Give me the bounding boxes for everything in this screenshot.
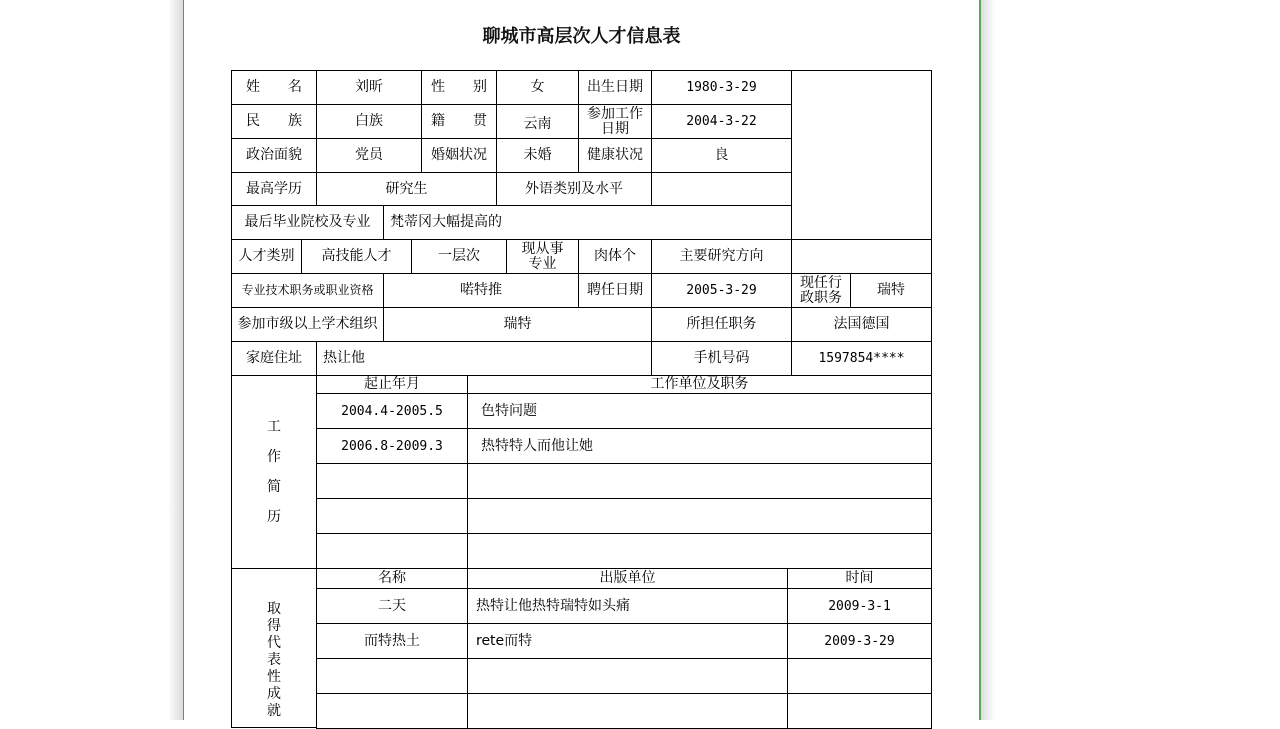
ach-col-name: 名称	[316, 568, 468, 589]
work-start-label: 参加工作 日期	[578, 104, 652, 139]
admin-post-value: 瑞特	[850, 273, 932, 308]
org-post-value: 法国德国	[791, 307, 932, 342]
school-label: 最后毕业院校及专业	[231, 205, 384, 240]
address-value: 热让他	[316, 341, 652, 376]
marital-value: 未婚	[496, 138, 579, 173]
page-shadow-right	[979, 0, 995, 720]
work-col-unit: 工作单位及职务	[467, 375, 932, 394]
research-value	[791, 239, 932, 274]
research-label: 主要研究方向	[651, 239, 792, 274]
ach-empty-cell	[316, 658, 468, 694]
ach-empty-cell	[467, 658, 788, 694]
ach-empty-cell	[467, 693, 788, 729]
education-value: 研究生	[316, 172, 497, 206]
prof-title-label: 专业技术职务或职业资格	[231, 273, 384, 308]
phone-value: 1597854****	[791, 341, 932, 376]
ethnic-label: 民 族	[231, 104, 317, 139]
language-value	[651, 172, 792, 206]
talent-type-value: 高技能人才	[301, 239, 412, 274]
ach-empty-cell	[787, 693, 932, 729]
work-section-label: 工 作 简 历	[231, 375, 317, 569]
political-value: 党员	[316, 138, 422, 173]
ach-col-publisher: 出版单位	[467, 568, 788, 589]
origin-value: 云南	[496, 104, 579, 139]
name-label: 姓 名	[231, 70, 317, 105]
work-unit: 热特特人而他让她	[467, 428, 932, 464]
work-empty-cell	[316, 533, 468, 569]
work-empty-cell	[467, 463, 932, 499]
health-value: 良	[651, 138, 792, 173]
work-unit: 色特问题	[467, 393, 932, 429]
prof-title-value: 喏特推	[383, 273, 579, 308]
health-label: 健康状况	[578, 138, 652, 173]
ach-time: 2009-3-1	[787, 588, 932, 624]
school-value: 梵蒂冈大幅提高的	[383, 205, 792, 240]
gender-value: 女	[496, 70, 579, 105]
talent-level-value: 一层次	[411, 239, 507, 274]
org-label: 参加市级以上学术组织	[231, 307, 384, 342]
document-title: 聊城市高层次人才信息表	[482, 26, 681, 47]
work-col-period: 起止年月	[316, 375, 468, 394]
org-value: 瑞特	[383, 307, 652, 342]
ach-time: 2009-3-29	[787, 623, 932, 659]
address-label: 家庭住址	[231, 341, 317, 376]
work-period: 2006.8-2009.3	[316, 428, 468, 464]
ach-publisher: rete而特	[467, 623, 788, 659]
work-empty-cell	[467, 498, 932, 534]
work-start-value: 2004-3-22	[651, 104, 792, 139]
work-empty-cell	[316, 463, 468, 499]
page-shadow-left	[168, 0, 184, 720]
ethnic-value: 白族	[316, 104, 422, 139]
ach-publisher: 热特让他热特瑞特如头痛	[467, 588, 788, 624]
ach-name: 而特热土	[316, 623, 468, 659]
name-value: 刘昕	[316, 70, 422, 105]
hire-date-label: 聘任日期	[578, 273, 652, 308]
origin-label: 籍 贯	[421, 104, 497, 139]
work-empty-cell	[467, 533, 932, 569]
marital-label: 婚姻状况	[421, 138, 497, 173]
ach-col-time: 时间	[787, 568, 932, 589]
work-empty-cell	[316, 498, 468, 534]
birth-label: 出生日期	[578, 70, 652, 105]
birth-value: 1980-3-29	[651, 70, 792, 105]
language-label: 外语类别及水平	[496, 172, 652, 206]
work-period: 2004.4-2005.5	[316, 393, 468, 429]
gender-label: 性 别	[421, 70, 497, 105]
org-post-label: 所担任职务	[651, 307, 792, 342]
political-label: 政治面貌	[231, 138, 317, 173]
education-label: 最高学历	[231, 172, 317, 206]
achievements-section-label: 取 得 代 表 性 成 就	[231, 568, 317, 728]
photo-cell	[791, 70, 932, 240]
hire-date-value: 2005-3-29	[651, 273, 792, 308]
ach-empty-cell	[316, 693, 468, 729]
major-value: 肉体个	[578, 239, 652, 274]
admin-post-label: 现任行 政职务	[791, 273, 851, 308]
talent-type-label: 人才类别	[231, 239, 302, 274]
phone-label: 手机号码	[651, 341, 792, 376]
document-page	[183, 0, 981, 720]
ach-name: 二天	[316, 588, 468, 624]
ach-empty-cell	[787, 658, 932, 694]
major-label: 现从事 专业	[506, 239, 579, 274]
